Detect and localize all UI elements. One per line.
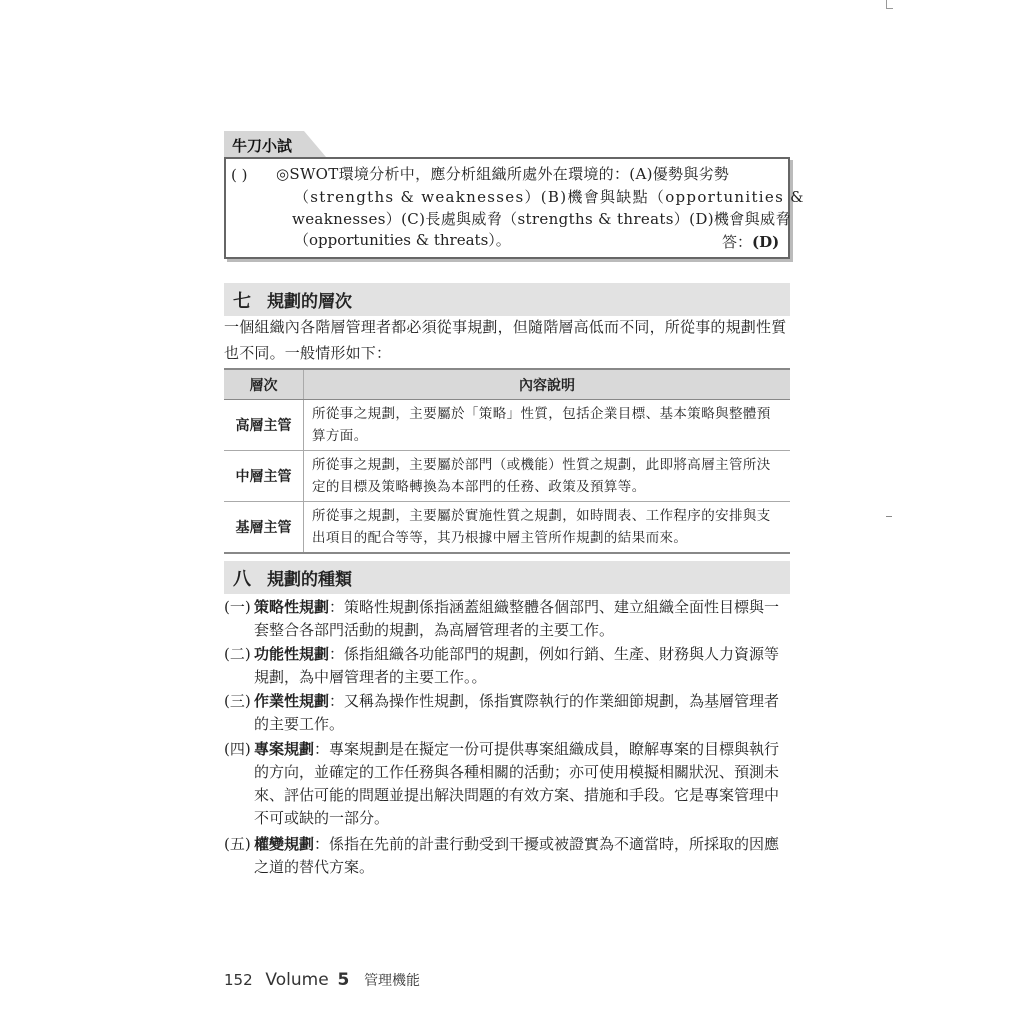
section-title: 規劃的種類: [267, 570, 352, 590]
margin-tick: [886, 516, 892, 517]
quiz-line: （strengths & weaknesses）(B)機會與缺點（opportunities &: [294, 188, 805, 206]
answer-bracket: ( ): [231, 166, 248, 184]
section-title: 規劃的層次: [267, 292, 352, 312]
volume-number: 5: [337, 970, 350, 990]
list-text: [254, 643, 790, 689]
table-row: [224, 502, 790, 554]
quiz-line: ◎SWOT環境分析中，應分析組織所處外在環境的：(A)優勢與劣勢: [276, 165, 730, 183]
section-number: 八: [233, 569, 251, 590]
list-text: [254, 738, 790, 830]
level-cell: 高層主管: [224, 400, 304, 451]
column-header: 內容說明: [304, 369, 791, 400]
planning-levels-table: [224, 368, 790, 554]
list-text: [254, 596, 790, 642]
list-text: [254, 690, 790, 736]
description-cell: 所從事之規劃，主要屬於部門（或機能）性質之規劃，此即將高層主管所決定的目標及策略轉換為本部門的任務、政策及預算等。: [304, 451, 791, 502]
quiz-tab: [224, 131, 326, 157]
list-marker: (二): [224, 645, 251, 663]
list-marker: (三): [224, 692, 251, 710]
list-body: ：係指組織各功能部門的規劃，例如行銷、生產、財務與人力資源等規劃，為中層管理者的主要工作。。: [254, 645, 780, 686]
quiz-line: （opportunities & threats）。: [294, 231, 511, 249]
section-header: [224, 283, 790, 316]
list-text: [254, 833, 790, 879]
section-intro: 一個組織內各階層管理者都必須從事規劃，但隨階層高低而不同，所從事的規劃性質也不同。一般情形如下：: [224, 318, 787, 362]
chapter-title: 管理機能: [364, 973, 421, 989]
list-marker: (四): [224, 740, 251, 758]
list-body: ：又稱為操作性規劃，係指實際執行的作業細節規劃，為基層管理者的主要工作。: [254, 692, 780, 733]
list-body: ：係指在先前的計畫行動受到干擾或被證實為不適當時，所採取的因應之道的替代方案。: [254, 835, 780, 876]
column-header: 層次: [224, 369, 304, 400]
quiz-answer: [722, 231, 779, 252]
section-header: [224, 561, 790, 594]
list-marker: (一): [224, 598, 251, 616]
list-term: 權變規劃: [254, 835, 315, 853]
level-cell: 中層主管: [224, 451, 304, 502]
answer-value: (D): [752, 233, 780, 251]
page-footer: [224, 970, 420, 990]
page-number: 152: [224, 971, 253, 989]
description-cell: 所從事之規劃，主要屬於「策略」性質，包括企業目標、基本策略與整體預算方面。: [304, 400, 791, 451]
list-term: 策略性規劃: [254, 598, 330, 616]
table-header-row: [224, 369, 790, 400]
list-marker: (五): [224, 835, 251, 853]
list-term: 功能性規劃: [254, 645, 330, 663]
quiz-tab-label: 牛刀小試: [232, 137, 293, 155]
section-number: 七: [233, 291, 251, 312]
list-body: ：策略性規劃係指涵蓋組織整體各個部門、建立組織全面性目標與一套整合各部門活動的規劃，為高層管理者的主要工作。: [254, 598, 780, 639]
answer-prefix: 答：: [722, 233, 753, 251]
list-body: ：專案規劃是在擬定一份可提供專案組織成員，瞭解專案的目標與執行的方向，並確定的工作任務與各種相關的活動；亦可使用模擬相關狀況、預測未來、評估可能的問題並提出解決問題的有效方案、措施和手段。它是專案管理中不可或缺的一部分。: [254, 740, 780, 827]
list-term: 專案規劃: [254, 740, 315, 758]
description-cell: 所從事之規劃，主要屬於實施性質之規劃，如時間表、工作程序的安排與支出項目的配合等等，其乃根據中層主管所作規劃的結果而來。: [304, 502, 791, 554]
table-row: [224, 400, 790, 451]
quiz-line: weaknesses）(C)長處與威脅（strengths & threats）(D)機會與威脅: [292, 210, 791, 228]
volume-label: Volume: [265, 970, 329, 990]
list-term: 作業性規劃: [254, 692, 330, 710]
table-row: [224, 451, 790, 502]
crop-mark: [886, 0, 893, 9]
level-cell: 基層主管: [224, 502, 304, 554]
